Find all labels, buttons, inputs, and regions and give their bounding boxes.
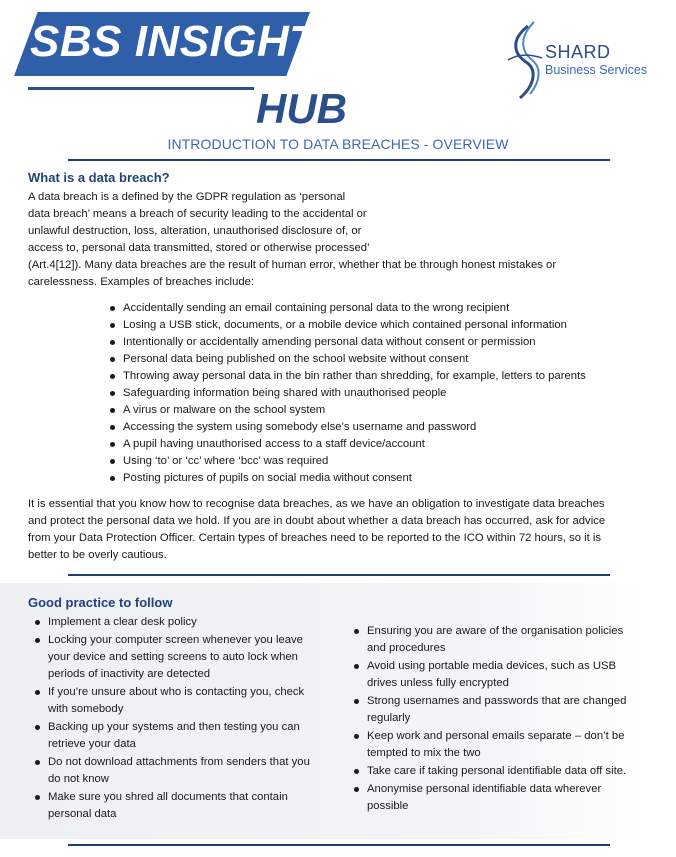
logo-tagline: Business Services xyxy=(545,63,648,77)
list-item xyxy=(34,719,310,753)
list-item: Personal data being published on the school website without consent xyxy=(108,351,586,368)
logo-name: SHARD xyxy=(545,42,611,62)
list-item: Losing a USB stick, documents, or a mobile device which contained personal information xyxy=(108,317,586,334)
banner-title: SBS INSIGHT xyxy=(30,17,317,66)
list-item-text: possible xyxy=(367,800,409,812)
list-item: A virus or malware on the school system xyxy=(108,402,586,419)
list-item: Throwing away personal data in the bin rather than shredding, for example, letters to parents xyxy=(108,368,586,385)
list-item-text: drives unless fully encrypted xyxy=(367,677,509,689)
list-item xyxy=(34,684,310,718)
list-item xyxy=(353,658,626,692)
intro-line: carelessness. Examples of breaches include: xyxy=(28,276,255,288)
closing-paragraph xyxy=(28,496,605,564)
list-item-text: tempted to mix the two xyxy=(367,747,481,759)
list-item: Intentionally or accidentally amending personal data without consent or permission xyxy=(108,334,586,351)
list-item-text: Make sure you shred all documents that contain xyxy=(48,791,288,803)
intro-line: access to, personal data transmitted, stored or otherwise processed’ xyxy=(28,242,370,254)
page-subtitle: INTRODUCTION TO DATA BREACHES - OVERVIEW xyxy=(167,136,509,152)
list-item: Safeguarding information being shared with unauthorised people xyxy=(108,385,586,402)
list-item xyxy=(34,754,310,788)
list-item-text: Do not download attachments from senders that you xyxy=(48,756,310,768)
list-item: Posting pictures of pupils on social media without consent xyxy=(108,470,586,487)
intro-line: (Art.4[12]). Many data breaches are the result of human error, whether that be through honest mistakes or xyxy=(28,259,557,271)
list-item-text: your device and setting screens to auto lock when xyxy=(48,651,298,663)
list-item-text: and procedures xyxy=(367,642,446,654)
section-heading-data-breach: What is a data breach? xyxy=(28,170,170,185)
closing-line: and protect the personal data we hold. If you are in doubt about whether a data breach has occurred, ask for advice xyxy=(28,515,606,527)
divider-top xyxy=(68,159,610,161)
list-item-text: If you’re unsure about who is contacting you, check xyxy=(48,686,305,698)
closing-line: It is essential that you know how to recognise data breaches, as we have an obligation to investigate data breaches xyxy=(28,498,605,510)
hub-title: HUB xyxy=(256,85,347,132)
list-item xyxy=(353,693,626,727)
closing-line: from your Data Protection Officer. Certain types of breaches need to be reported to the ICO within 72 hours, so it is xyxy=(28,532,602,544)
list-item-text: Implement a clear desk policy xyxy=(48,616,197,628)
list-item-text: Ensuring you are aware of the organisation policies xyxy=(367,625,624,637)
list-item: A pupil having unauthorised access to a staff device/account xyxy=(108,436,586,453)
list-item xyxy=(34,614,310,631)
list-item xyxy=(353,623,626,657)
list-item: Accidentally sending an email containing personal data to the wrong recipient xyxy=(108,300,586,317)
list-item: Using ‘to’ or ‘cc’ where ‘bcc’ was required xyxy=(108,453,586,470)
list-item: Accessing the system using somebody else’s username and password xyxy=(108,419,586,436)
list-item-text: with somebody xyxy=(48,703,124,715)
list-item xyxy=(34,632,310,683)
good-practice-left-list xyxy=(34,614,310,823)
list-item-text: periods of inactivity are detected xyxy=(48,668,211,680)
banner-underline xyxy=(28,87,254,90)
good-practice-right-list xyxy=(353,623,626,815)
list-item-text: Locking your computer screen whenever you leave xyxy=(48,634,303,646)
closing-line: better to be overly cautious. xyxy=(28,549,167,561)
list-item xyxy=(353,728,626,762)
list-item xyxy=(34,789,310,823)
intro-line: data breach’ means a breach of security leading to the accidental or xyxy=(28,208,367,220)
list-item-text: Avoid using portable media devices, such as USB xyxy=(367,660,617,672)
divider-bottom xyxy=(68,844,610,846)
list-item-text: personal data xyxy=(48,808,117,820)
list-item-text: do not know xyxy=(48,773,109,785)
list-item-text: regularly xyxy=(367,712,411,724)
list-item-text: Strong usernames and passwords that are changed xyxy=(367,695,627,707)
list-item xyxy=(353,763,626,780)
divider-middle xyxy=(68,574,610,576)
intro-line: A data breach is a defined by the GDPR regulation as ‘personal xyxy=(28,191,346,203)
section-heading-good-practice: Good practice to follow xyxy=(28,595,173,610)
list-item-text: Keep work and personal emails separate – don’t be xyxy=(367,730,625,742)
intro-paragraph xyxy=(28,189,556,291)
intro-line: unlawful destruction, loss, alteration, unauthorised disclosure of, or xyxy=(28,225,362,237)
breach-examples-list xyxy=(108,300,586,487)
list-item-text: Anonymise personal identifiable data wherever xyxy=(367,783,602,795)
list-item-text: Take care if taking personal identifiable data off site. xyxy=(367,765,627,777)
list-item-text: retrieve your data xyxy=(48,738,136,750)
list-item xyxy=(353,781,626,815)
list-item-text: Backing up your systems and then testing you can xyxy=(48,721,300,733)
